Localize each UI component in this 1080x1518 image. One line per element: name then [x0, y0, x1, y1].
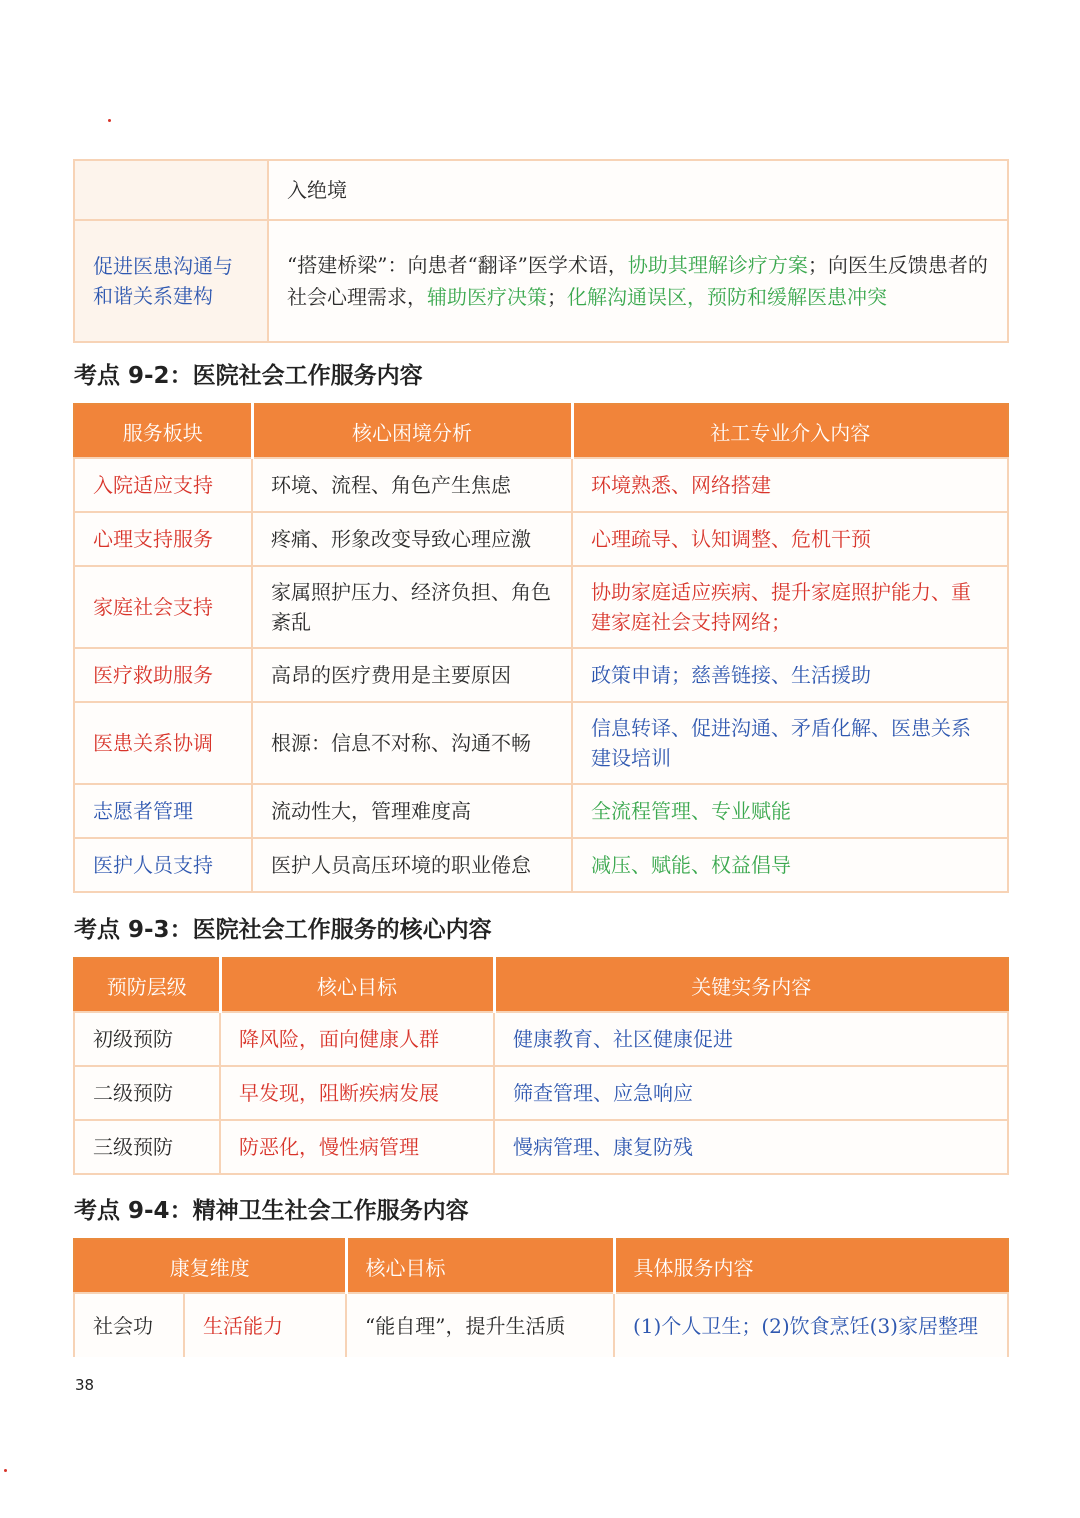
service-block: 家庭社会支持 — [74, 566, 252, 648]
section-heading-9-2 — [74, 357, 423, 390]
intervention-content: 心理疏导、认知调整、危机干预 — [572, 512, 1008, 566]
text-segment: ； — [547, 285, 567, 309]
table-row — [74, 648, 1008, 702]
table-header-row — [74, 404, 1008, 458]
column-header: 服务板块 — [74, 404, 252, 458]
decorative-dot — [108, 119, 111, 122]
prevention-level: 初级预防 — [74, 1012, 220, 1066]
column-header: 社工专业介入内容 — [572, 404, 1008, 458]
table-row — [74, 702, 1008, 784]
service-block: 医患关系协调 — [74, 702, 252, 784]
column-header: 关键实务内容 — [494, 958, 1008, 1012]
core-goal: 降风险，面向健康人群 — [220, 1012, 494, 1066]
service-block: 医疗救助服务 — [74, 648, 252, 702]
column-header: 预防层级 — [74, 958, 220, 1012]
heading-prefix: 考点 9-2 — [74, 363, 170, 389]
difficulty-analysis: 根源：信息不对称、沟通不畅 — [252, 702, 572, 784]
practice-content: 筛查管理、应急响应 — [494, 1066, 1008, 1120]
practice-content: 慢病管理、康复防残 — [494, 1120, 1008, 1174]
row-label: 促进医患沟通与和谐关系建构 — [74, 220, 268, 342]
core-goal: “能自理”，提升生活质 — [346, 1293, 614, 1357]
table-row — [74, 220, 1008, 342]
section-heading-9-4 — [74, 1192, 469, 1225]
mental-health-table — [73, 1238, 1009, 1357]
core-goal: 早发现，阻断疾病发展 — [220, 1066, 494, 1120]
intervention-content: 协助家庭适应疾病、提升家庭照护能力、重建家庭社会支持网络； — [572, 566, 1008, 648]
prevention-level: 二级预防 — [74, 1066, 220, 1120]
table-row — [74, 1066, 1008, 1120]
column-header: 核心困境分析 — [252, 404, 572, 458]
column-header: 康复维度 — [74, 1239, 346, 1293]
difficulty-analysis: 家属照护压力、经济负担、角色紊乱 — [252, 566, 572, 648]
table-row — [74, 838, 1008, 892]
service-block: 心理支持服务 — [74, 512, 252, 566]
text-segment: 协助其理解诊疗方案 — [627, 253, 808, 277]
practice-content: 健康教育、社区健康促进 — [494, 1012, 1008, 1066]
text-segment: “搭建桥梁”：向患者“翻译”医学术语， — [287, 253, 628, 277]
text-segment: 辅助医疗决策 — [427, 285, 547, 309]
column-header: 核心目标 — [346, 1239, 614, 1293]
intervention-content: 全流程管理、专业赋能 — [572, 784, 1008, 838]
heading-prefix: 考点 9-3 — [74, 917, 170, 943]
difficulty-analysis: 流动性大，管理难度高 — [252, 784, 572, 838]
heading-title: ：医院社会工作服务的核心内容 — [169, 917, 492, 943]
service-block: 入院适应支持 — [74, 458, 252, 512]
service-content-table — [73, 403, 1009, 893]
table-row — [74, 1293, 1008, 1357]
difficulty-analysis: 医护人员高压环境的职业倦怠 — [252, 838, 572, 892]
intervention-content: 政策申请；慈善链接、生活援助 — [572, 648, 1008, 702]
intervention-content: 减压、赋能、权益倡导 — [572, 838, 1008, 892]
continued-table — [73, 159, 1009, 343]
column-header: 核心目标 — [220, 958, 494, 1012]
text-segment: 化解沟通误区，预防和缓解医患冲突 — [567, 285, 887, 309]
table-row — [74, 160, 1008, 220]
row-content — [268, 220, 1008, 342]
section-heading-9-3 — [74, 911, 492, 944]
heading-prefix: 考点 9-4 — [74, 1198, 170, 1224]
column-header: 具体服务内容 — [614, 1239, 1008, 1293]
heading-title: ：精神卫生社会工作服务内容 — [169, 1198, 469, 1224]
service-block: 志愿者管理 — [74, 784, 252, 838]
difficulty-analysis: 疼痛、形象改变导致心理应激 — [252, 512, 572, 566]
row-label — [74, 160, 268, 220]
service-block: 医护人员支持 — [74, 838, 252, 892]
table-row — [74, 1120, 1008, 1174]
table-row — [74, 458, 1008, 512]
function-area: 社会功 — [74, 1293, 184, 1357]
heading-title: ：医院社会工作服务内容 — [169, 363, 423, 389]
prevention-table — [73, 957, 1009, 1175]
intervention-content: 环境熟悉、网络搭建 — [572, 458, 1008, 512]
table-row — [74, 512, 1008, 566]
page-number: 38 — [75, 1376, 95, 1394]
difficulty-analysis: 高昂的医疗费用是主要原因 — [252, 648, 572, 702]
table-row — [74, 784, 1008, 838]
decorative-dot — [4, 1469, 7, 1472]
table-header-row — [74, 1239, 1008, 1293]
intervention-content: 信息转译、促进沟通、矛盾化解、医患关系建设培训 — [572, 702, 1008, 784]
prevention-level: 三级预防 — [74, 1120, 220, 1174]
row-content: 入绝境 — [268, 160, 1008, 220]
table-row — [74, 1012, 1008, 1066]
recovery-dimension: 生活能力 — [184, 1293, 346, 1357]
text-segment: ；向医生反馈患者的社会心理需求， — [287, 253, 988, 309]
core-goal: 防恶化，慢性病管理 — [220, 1120, 494, 1174]
table-header-row — [74, 958, 1008, 1012]
table-row — [74, 566, 1008, 648]
difficulty-analysis: 环境、流程、角色产生焦虑 — [252, 458, 572, 512]
service-content: (1)个人卫生；(2)饮食烹饪(3)家居整理 — [614, 1293, 1008, 1357]
